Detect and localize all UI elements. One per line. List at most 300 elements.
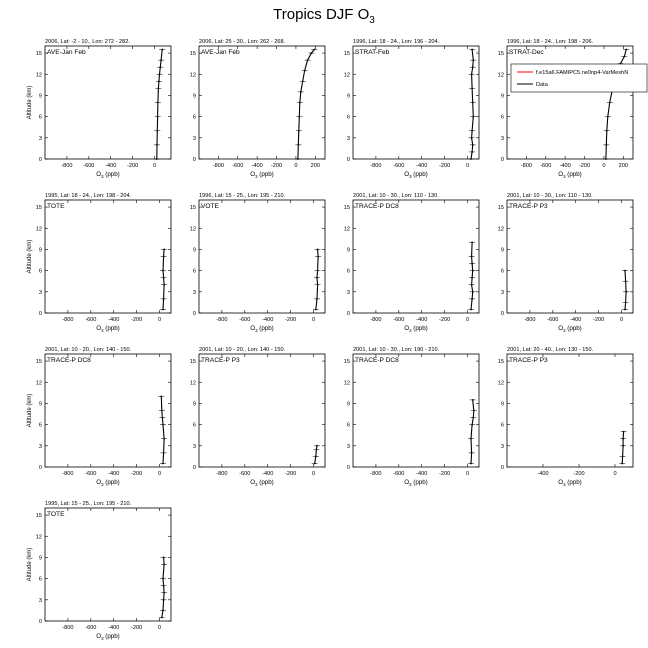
data-profile-line [316, 249, 318, 309]
data-point [625, 49, 627, 51]
x-axis-label: $O_3$ (ppb) [404, 171, 428, 179]
profile-panel [498, 193, 633, 333]
data-point [317, 256, 319, 258]
data-point [163, 256, 165, 258]
x-tick-label: -200 [131, 625, 143, 631]
x-tick-label: -800 [216, 471, 228, 477]
data-point [317, 284, 319, 286]
data-point [163, 599, 165, 601]
y-tick-label: 12 [343, 226, 350, 233]
y-tick-label: 12 [35, 72, 42, 79]
data-point [163, 592, 165, 594]
data-point [622, 445, 624, 447]
panel-frame [353, 200, 479, 313]
x-tick-label: -800 [520, 163, 532, 169]
data-point [473, 410, 475, 412]
data-point [159, 66, 161, 68]
y-axis-label: Altitude (km) [27, 85, 33, 120]
x-tick-label: 0 [311, 471, 316, 477]
y-tick-label: 12 [35, 226, 42, 233]
y-tick-label: 3 [346, 289, 350, 296]
y-tick-label: 6 [500, 422, 504, 429]
x-tick-label: -600 [239, 317, 251, 323]
y-tick-label: 6 [192, 268, 196, 275]
data-point [470, 438, 472, 440]
data-point [161, 410, 163, 412]
y-tick-label: 3 [192, 289, 196, 296]
x-tick-label: -400 [559, 163, 571, 169]
x-tick-label: 0 [294, 163, 298, 169]
y-tick-label: 3 [500, 135, 504, 142]
data-profile-line [471, 50, 473, 160]
panel-header: 1995, Lat: 18 - 24., Lon: 198 - 204. [45, 193, 132, 199]
data-point [160, 395, 162, 397]
y-tick-label: 15 [189, 359, 196, 366]
x-tick-label: 0 [311, 317, 316, 323]
panel-header: 2001, Lat: 10 - 30., Lon: 190 - 210. [353, 347, 440, 353]
profile-panel [190, 193, 325, 333]
data-point [157, 116, 159, 118]
data-point [162, 578, 164, 580]
data-point [163, 438, 165, 440]
panel-frame [353, 354, 479, 467]
data-point [471, 284, 473, 286]
panel-frame [45, 46, 171, 159]
y-tick-label: 6 [38, 268, 42, 275]
y-tick-label: 9 [38, 555, 42, 562]
x-tick-label: -200 [127, 163, 139, 169]
x-tick-label: -600 [85, 625, 97, 631]
y-tick-label: 0 [38, 619, 42, 625]
x-axis-label: $O_3$ (ppb) [96, 479, 120, 487]
x-tick-label: -600 [83, 163, 95, 169]
data-point [162, 610, 164, 612]
x-tick-label: 0 [465, 317, 470, 323]
y-tick-label: 12 [497, 72, 504, 79]
y-tick-label: 9 [38, 401, 42, 408]
data-point [163, 298, 165, 300]
y-tick-label: 15 [343, 51, 350, 58]
x-tick-label: -600 [393, 163, 405, 169]
y-tick-label: 9 [346, 93, 350, 100]
x-tick-label: -800 [212, 163, 224, 169]
y-axis-label: Altitude (km) [27, 547, 33, 582]
profile-panel [344, 39, 479, 179]
data-profile-line [163, 249, 164, 309]
y-tick-label: 3 [192, 135, 196, 142]
x-tick-label: -800 [524, 317, 536, 323]
data-profile-line [162, 557, 164, 617]
legend-data-label: Data [536, 82, 548, 88]
data-point [472, 270, 474, 272]
y-tick-label: 3 [500, 289, 504, 296]
data-point [472, 116, 474, 118]
panel-frame [353, 46, 479, 159]
x-tick-label: 0 [613, 471, 617, 477]
data-point [470, 463, 472, 465]
x-tick-label: -200 [131, 471, 143, 477]
y-tick-label: 9 [38, 93, 42, 100]
data-point [623, 56, 625, 58]
data-point [622, 438, 624, 440]
data-point [471, 256, 473, 258]
data-point [621, 463, 623, 465]
x-tick-label: -200 [285, 317, 297, 323]
x-tick-label: -400 [262, 471, 274, 477]
x-tick-label: -800 [370, 471, 382, 477]
x-axis-label: $O_3$ (ppb) [558, 479, 582, 487]
data-point [472, 291, 474, 293]
profile-panel [344, 347, 479, 487]
x-axis-label: $O_3$ (ppb) [96, 325, 120, 333]
y-tick-label: 0 [38, 465, 42, 471]
x-axis-label: $O_3$ (ppb) [404, 325, 428, 333]
x-tick-label: -400 [251, 163, 263, 169]
y-tick-label: 12 [35, 380, 42, 387]
data-point [470, 309, 472, 311]
data-point [472, 59, 474, 61]
data-point [161, 617, 163, 619]
data-point [317, 249, 319, 251]
y-axis-label: Altitude (km) [27, 393, 33, 428]
y-tick-label: 15 [343, 205, 350, 212]
x-tick-label: -800 [62, 471, 74, 477]
x-tick-label: 0 [153, 163, 157, 169]
x-tick-label: -200 [593, 317, 605, 323]
data-point [605, 158, 607, 160]
x-tick-label: -400 [416, 163, 428, 169]
x-tick-label: 0 [157, 471, 162, 477]
y-tick-label: 6 [192, 422, 196, 429]
data-point [298, 116, 300, 118]
campaign-label: AVE-Jan Feb [47, 49, 86, 56]
x-tick-label: 0 [602, 163, 606, 169]
y-tick-label: 6 [500, 268, 504, 275]
data-point [622, 456, 624, 458]
y-tick-label: 3 [38, 135, 42, 142]
data-point [313, 49, 315, 51]
y-tick-label: 0 [346, 311, 350, 317]
profile-panel [190, 347, 325, 487]
y-tick-label: 3 [192, 443, 196, 450]
data-point [314, 463, 316, 465]
x-tick-label: -800 [62, 317, 74, 323]
y-tick-label: 6 [346, 268, 350, 275]
y-axis-label: Altitude (km) [27, 239, 33, 274]
data-point [471, 151, 473, 153]
y-tick-label: 15 [497, 359, 504, 366]
data-point [163, 585, 165, 587]
data-point [624, 270, 626, 272]
legend-box [511, 64, 647, 92]
y-tick-label: 6 [38, 576, 42, 583]
panel-frame [45, 200, 171, 313]
data-point [157, 102, 159, 104]
data-point [471, 298, 473, 300]
y-tick-label: 15 [497, 205, 504, 212]
x-tick-label: -600 [393, 317, 405, 323]
x-tick-label: 0 [465, 163, 470, 169]
y-tick-label: 9 [346, 401, 350, 408]
x-tick-label: 0 [619, 317, 624, 323]
data-point [471, 137, 473, 139]
x-tick-label: 200 [618, 163, 628, 169]
campaign-label: TOTE [47, 511, 65, 518]
panel-frame [199, 200, 325, 313]
y-tick-label: 9 [346, 247, 350, 254]
data-point [472, 399, 474, 401]
x-tick-label: -800 [216, 317, 228, 323]
campaign-label: TRACE-P DC8 [47, 357, 91, 364]
panel-header: 1996, Lat: 15 - 25., Lon: 195 - 210. [199, 193, 286, 199]
data-point [159, 73, 161, 75]
y-tick-label: 15 [189, 51, 196, 58]
y-tick-label: 3 [500, 443, 504, 450]
panel-header: 2001, Lat: 20 - 40., Lon: 130 - 150. [507, 347, 594, 353]
data-point [609, 102, 611, 104]
x-tick-label: -400 [416, 471, 428, 477]
panel-header: 2001, Lat: 10 - 20., Lon: 140 - 150. [45, 347, 132, 353]
y-tick-label: 9 [38, 247, 42, 254]
data-point [307, 59, 309, 61]
x-axis-label: $O_3$ (ppb) [558, 171, 582, 179]
y-tick-label: 15 [35, 205, 42, 212]
profile-panel [498, 347, 633, 487]
panel-frame [507, 46, 633, 159]
legend [511, 64, 647, 92]
data-profile-line [157, 50, 162, 160]
panel-frame [507, 200, 633, 313]
profile-panel [27, 347, 171, 487]
data-point [162, 424, 164, 426]
data-point [471, 73, 473, 75]
x-tick-label: -400 [537, 471, 549, 477]
y-tick-label: 3 [38, 289, 42, 296]
data-profile-line [471, 400, 474, 464]
y-tick-label: 12 [497, 380, 504, 387]
data-point [315, 309, 317, 311]
y-tick-label: 15 [35, 513, 42, 520]
x-tick-label: -400 [570, 317, 582, 323]
data-point [472, 66, 474, 68]
y-tick-label: 0 [192, 311, 196, 317]
data-point [156, 158, 158, 160]
panel-header: 1996, Lat: 18 - 24., Lon: 198 - 206. [507, 39, 594, 45]
y-tick-label: 9 [192, 401, 196, 408]
y-tick-label: 6 [500, 114, 504, 121]
data-point [156, 130, 158, 132]
data-point [304, 70, 306, 72]
data-point [162, 463, 164, 465]
data-point [156, 144, 158, 146]
y-tick-label: 15 [35, 359, 42, 366]
x-tick-label: -600 [85, 317, 97, 323]
x-tick-label: -800 [62, 625, 74, 631]
data-point [163, 557, 165, 559]
x-tick-label: -400 [262, 317, 274, 323]
campaign-label: TRACE-P P3 [509, 357, 548, 364]
data-point [471, 277, 473, 279]
profile-panel [344, 193, 479, 333]
x-tick-label: -400 [416, 317, 428, 323]
data-point [471, 263, 473, 265]
data-point [158, 87, 160, 89]
y-tick-label: 0 [500, 465, 504, 471]
profile-panel [27, 193, 171, 333]
data-point [161, 49, 163, 51]
y-tick-label: 9 [192, 247, 196, 254]
x-tick-label: -600 [239, 471, 251, 477]
data-point [623, 431, 625, 433]
data-point [311, 52, 313, 54]
y-tick-label: 6 [346, 422, 350, 429]
data-point [302, 80, 304, 82]
data-point [162, 309, 164, 311]
data-point [471, 130, 473, 132]
y-tick-label: 15 [189, 205, 196, 212]
campaign-label: TOTE [47, 203, 65, 210]
data-point [471, 424, 473, 426]
x-tick-label: -800 [61, 163, 73, 169]
x-tick-label: -200 [439, 471, 451, 477]
data-point [300, 91, 302, 93]
y-tick-label: 0 [500, 311, 504, 317]
data-point [625, 291, 627, 293]
x-tick-label: -200 [578, 163, 591, 169]
x-tick-label: 0 [465, 471, 470, 477]
data-point [162, 270, 164, 272]
data-point [316, 298, 318, 300]
y-tick-label: 15 [343, 359, 350, 366]
data-point [297, 144, 299, 146]
y-tick-label: 9 [500, 247, 504, 254]
y-tick-label: 6 [38, 422, 42, 429]
y-tick-label: 3 [38, 443, 42, 450]
data-point [472, 417, 474, 419]
data-point [299, 102, 301, 104]
campaign-label: VOTE [201, 203, 219, 210]
x-tick-label: -800 [370, 163, 382, 169]
campaign-label: TRACE-P P3 [201, 357, 240, 364]
data-point [316, 277, 318, 279]
data-point [470, 158, 472, 160]
panel-header: 1996, Lat: 18 - 24., Lon: 196 - 204. [353, 39, 440, 45]
campaign-label: STRAT-Dec [509, 49, 544, 56]
x-tick-label: -400 [108, 471, 120, 477]
x-tick-label: -600 [547, 317, 559, 323]
data-point [471, 87, 473, 89]
campaign-label: TRACE-P P3 [509, 203, 548, 210]
x-tick-label: -200 [573, 471, 585, 477]
data-point [472, 144, 474, 146]
profile-panel [27, 501, 171, 641]
x-tick-label: -400 [105, 163, 117, 169]
x-axis-label: $O_3$ (ppb) [96, 171, 120, 179]
data-point [158, 80, 160, 82]
y-tick-label: 0 [38, 311, 42, 317]
x-tick-label: -200 [285, 471, 297, 477]
data-point [624, 309, 626, 311]
y-tick-label: 9 [500, 93, 504, 100]
panel-frame [45, 354, 171, 467]
panel-frame [507, 354, 633, 467]
profile-panel [498, 39, 633, 179]
figure-title: Tropics DJF $O_3$ [273, 6, 375, 26]
x-tick-label: -200 [439, 317, 451, 323]
data-point [163, 452, 165, 454]
y-tick-label: 12 [35, 534, 42, 541]
x-axis-label: $O_3$ (ppb) [250, 171, 274, 179]
data-point [625, 280, 627, 282]
panel-frame [199, 354, 325, 467]
data-point [163, 564, 165, 566]
x-tick-label: -200 [439, 163, 451, 169]
x-axis-label: $O_3$ (ppb) [250, 325, 274, 333]
data-point [297, 158, 299, 160]
data-profile-line [622, 432, 623, 464]
y-tick-label: 6 [346, 114, 350, 121]
data-point [163, 284, 165, 286]
y-tick-label: 12 [497, 226, 504, 233]
data-point [471, 452, 473, 454]
y-tick-label: 9 [500, 401, 504, 408]
y-tick-label: 12 [343, 72, 350, 79]
y-tick-label: 0 [38, 157, 42, 163]
data-profile-line [315, 446, 317, 464]
x-tick-label: -600 [540, 163, 552, 169]
panel-frame [45, 508, 171, 621]
data-point [162, 417, 164, 419]
data-point [298, 130, 300, 132]
x-tick-label: -400 [108, 317, 120, 323]
panel-header: 2001, Lat: 10 - 30., Lon: 110 - 130. [507, 193, 593, 199]
x-axis-label: $O_3$ (ppb) [250, 479, 274, 487]
y-tick-label: 15 [35, 51, 42, 58]
y-tick-label: 0 [192, 157, 196, 163]
y-tick-label: 12 [189, 380, 196, 387]
y-tick-label: 3 [346, 443, 350, 450]
data-profile-line [298, 50, 314, 160]
x-tick-label: -200 [270, 163, 283, 169]
y-tick-label: 12 [189, 226, 196, 233]
x-axis-label: $O_3$ (ppb) [558, 325, 582, 333]
x-tick-label: -200 [131, 317, 143, 323]
y-tick-label: 0 [500, 157, 504, 163]
data-point [606, 130, 608, 132]
panel-header: 2006, Lat: -2 - 10., Lon: 272 - 282. [45, 39, 130, 45]
data-point [315, 456, 317, 458]
y-tick-label: 0 [346, 465, 350, 471]
data-point [625, 302, 627, 304]
x-axis-label: $O_3$ (ppb) [404, 479, 428, 487]
y-tick-label: 0 [346, 157, 350, 163]
x-tick-label: -600 [85, 471, 97, 477]
x-tick-label: 200 [310, 163, 320, 169]
panel-header: 2001, Lat: 10 - 30., Lon: 110 - 130. [353, 193, 439, 199]
campaign-label: AVE-Jan Feb [201, 49, 240, 56]
y-tick-label: 12 [189, 72, 196, 79]
data-point [607, 116, 609, 118]
legend-model-label: f.e15a6.FAMIPC5.ne0np4-VarMeshN [536, 70, 629, 76]
y-tick-label: 6 [192, 114, 196, 121]
data-profile-line [625, 271, 626, 310]
x-tick-label: -800 [370, 317, 382, 323]
campaign-label: TRACE-P DC8 [355, 357, 399, 364]
y-tick-label: 12 [343, 380, 350, 387]
data-point [471, 49, 473, 51]
x-axis-label: $O_3$ (ppb) [96, 633, 120, 641]
profile-panel [27, 39, 171, 179]
